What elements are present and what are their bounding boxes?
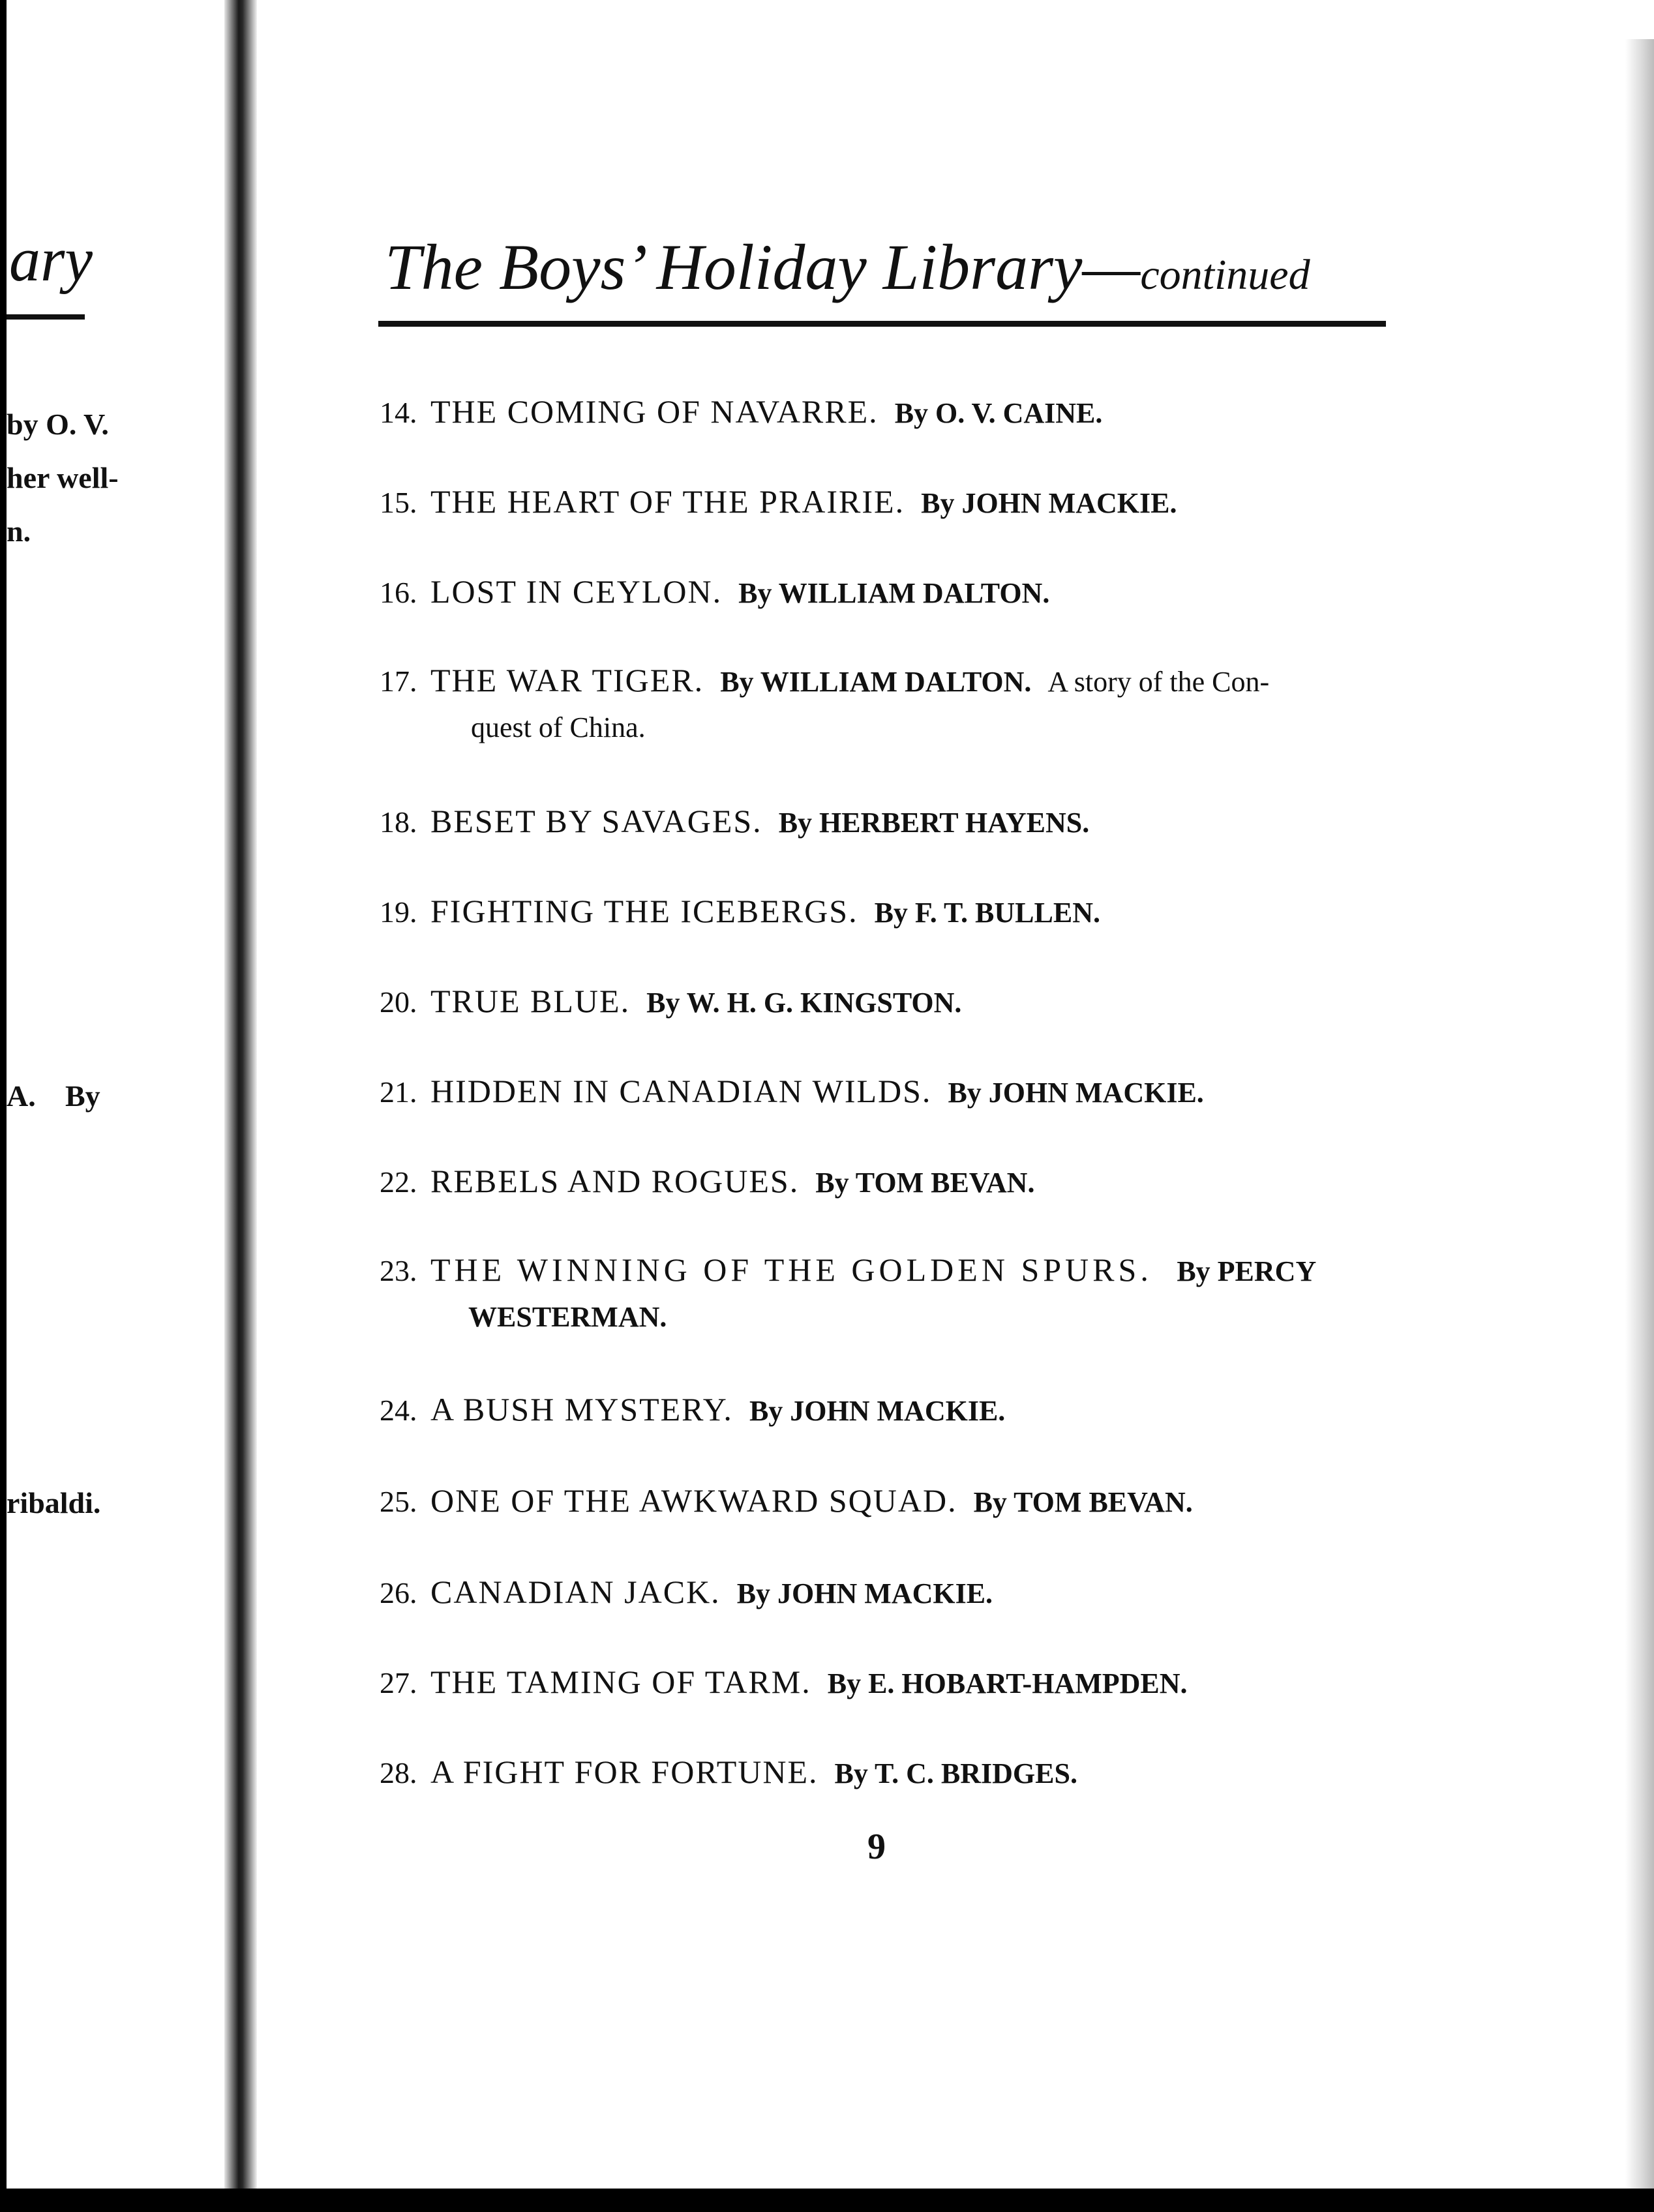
entry-title: FIGHTING THE ICEBERGS.	[430, 893, 858, 929]
book-entry	[380, 657, 1384, 751]
left-fragment: by O. V.	[7, 408, 109, 441]
book-entry	[380, 569, 1384, 616]
entry-note: A story of the Con-	[1047, 666, 1270, 698]
entry-number: 26.	[380, 1576, 417, 1609]
entry-author-continuation: WESTERMAN.	[468, 1301, 667, 1333]
entry-number: 28.	[380, 1756, 417, 1789]
book-entry	[380, 1659, 1384, 1707]
entry-author: By PERCY	[1177, 1255, 1317, 1287]
book-entry	[380, 1478, 1384, 1525]
entry-author: By HERBERT HAYENS.	[778, 807, 1090, 839]
entry-title: ONE OF THE AWKWARD SQUAD.	[430, 1482, 957, 1519]
left-fragment: A.	[7, 1079, 36, 1113]
book-entry	[380, 1749, 1384, 1797]
entry-title: A BUSH MYSTERY.	[430, 1391, 733, 1427]
entry-author: By TOM BEVAN.	[815, 1167, 1035, 1199]
book-entry	[380, 1068, 1384, 1116]
book-entry	[380, 389, 1384, 436]
entry-author: By TOM BEVAN.	[973, 1486, 1193, 1518]
header-title: The Boys’ Holiday Library	[385, 231, 1083, 303]
entry-author: By JOHN MACKIE.	[948, 1077, 1204, 1109]
left-fragment: n.	[7, 515, 31, 548]
left-fragment: her well-	[7, 461, 119, 494]
entry-number: 21.	[380, 1075, 417, 1109]
left-fragment: ribaldi.	[7, 1486, 101, 1519]
entry-title: THE COMING OF NAVARRE.	[430, 393, 879, 430]
book-entry	[380, 1247, 1384, 1340]
entry-author: By O. V. CAINE.	[894, 397, 1103, 429]
entry-title: CANADIAN JACK.	[430, 1574, 721, 1610]
entry-number: 15.	[380, 486, 417, 519]
entry-author: By F. T. BULLEN.	[874, 897, 1100, 929]
entry-number: 20.	[380, 985, 417, 1019]
entry-author: By WILLIAM DALTON.	[738, 577, 1050, 609]
entry-number: 19.	[380, 895, 417, 929]
entry-title: TRUE BLUE.	[430, 983, 631, 1019]
entry-number: 25.	[380, 1485, 417, 1518]
entry-author: By WILLIAM DALTON.	[720, 666, 1032, 698]
book-entry	[380, 479, 1384, 526]
book-entry	[380, 798, 1384, 846]
header-dash: —	[1082, 231, 1141, 303]
book-entry	[380, 978, 1384, 1026]
entry-note-continuation: quest of China.	[471, 711, 646, 743]
entry-title: A FIGHT FOR FORTUNE.	[430, 1754, 819, 1790]
left-fragment: By	[65, 1079, 100, 1113]
entry-author: By E. HOBART-HAMPDEN.	[827, 1667, 1188, 1699]
page-number: 9	[867, 1827, 886, 1867]
header-continued: continued	[1140, 251, 1310, 299]
entry-number: 16.	[380, 576, 417, 609]
entry-title: BESET BY SAVAGES.	[430, 803, 762, 839]
entry-author: By JOHN MACKIE.	[921, 487, 1177, 519]
entry-author: By W. H. G. KINGSTON.	[646, 987, 962, 1019]
entry-title: REBELS AND ROGUES.	[430, 1163, 800, 1199]
entry-author: By JOHN MACKIE.	[749, 1395, 1006, 1427]
entry-title: THE WAR TIGER.	[430, 662, 704, 698]
book-entry	[380, 1158, 1384, 1206]
entry-number: 17.	[380, 665, 417, 698]
book-entry	[380, 1386, 1384, 1434]
book-entry	[380, 888, 1384, 936]
entry-number: 18.	[380, 805, 417, 839]
entry-author: By JOHN MACKIE.	[736, 1577, 993, 1609]
entry-title: THE WINNING OF THE GOLDEN SPURS.	[430, 1251, 1152, 1288]
entry-number: 14.	[380, 396, 417, 429]
entry-number: 22.	[380, 1165, 417, 1199]
entry-number: 24.	[380, 1394, 417, 1427]
book-entry	[380, 1569, 1384, 1617]
entry-title: THE HEART OF THE PRAIRIE.	[430, 483, 905, 520]
entry-number: 27.	[380, 1666, 417, 1699]
left-page-title-fragment: ary	[9, 224, 93, 294]
entry-title: LOST IN CEYLON.	[430, 573, 723, 610]
entry-title: HIDDEN IN CANADIAN WILDS.	[430, 1073, 932, 1109]
entry-number: 23.	[380, 1254, 417, 1287]
entry-title: THE TAMING OF TARM.	[430, 1664, 811, 1700]
scan-border-bottom	[0, 2189, 1654, 2212]
entry-author: By T. C. BRIDGES.	[834, 1757, 1077, 1789]
